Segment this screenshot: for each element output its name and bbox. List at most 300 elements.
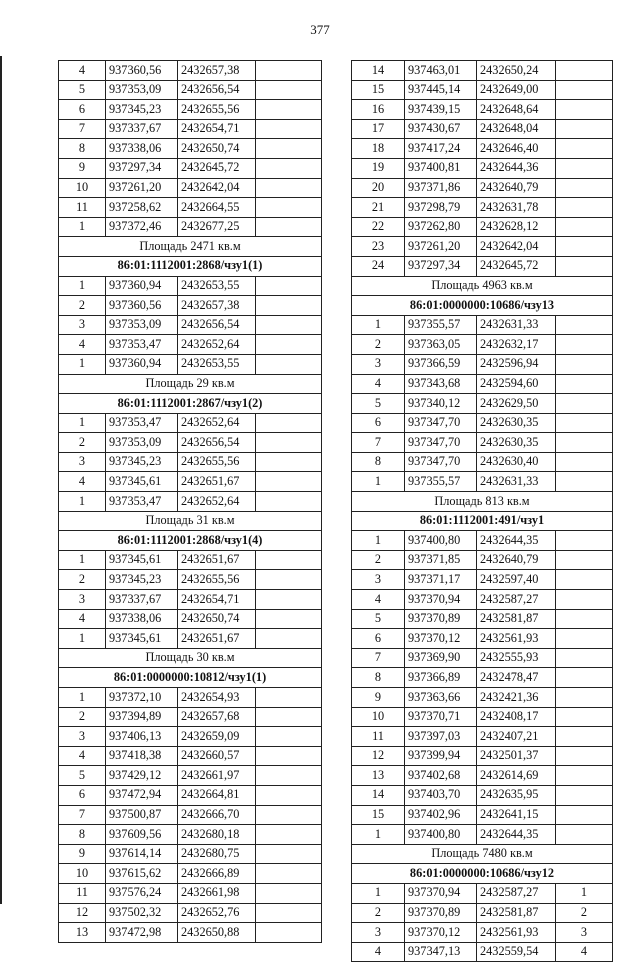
point-row xyxy=(352,609,613,629)
y-coordinate: 2432655,56 xyxy=(178,570,256,590)
y-coordinate: 2432587,27 xyxy=(477,590,556,610)
y-coordinate: 2432652,64 xyxy=(178,335,256,355)
x-coordinate: 937371,85 xyxy=(405,550,477,570)
point-number: 3 xyxy=(59,452,106,472)
extra-number xyxy=(556,452,613,472)
extra-number xyxy=(256,80,322,100)
extra-number xyxy=(256,883,322,903)
point-row xyxy=(59,609,322,629)
extra-number xyxy=(256,844,322,864)
x-coordinate: 937370,12 xyxy=(405,629,477,649)
point-number: 1 xyxy=(352,883,405,903)
x-coordinate: 937463,01 xyxy=(405,61,477,81)
x-coordinate: 937345,61 xyxy=(106,472,178,492)
point-number: 2 xyxy=(59,433,106,453)
point-number: 2 xyxy=(59,707,106,727)
point-number: 10 xyxy=(59,178,106,198)
extra-number: 3 xyxy=(556,923,613,943)
x-coordinate: 937371,17 xyxy=(405,570,477,590)
point-number: 1 xyxy=(59,217,106,237)
point-row xyxy=(59,492,322,512)
x-coordinate: 937371,86 xyxy=(405,178,477,198)
x-coordinate: 937353,09 xyxy=(106,433,178,453)
point-number: 3 xyxy=(352,923,405,943)
y-coordinate: 2432657,68 xyxy=(178,707,256,727)
point-number: 4 xyxy=(59,746,106,766)
extra-number xyxy=(256,903,322,923)
point-row xyxy=(352,805,613,825)
x-coordinate: 937418,38 xyxy=(106,746,178,766)
x-coordinate: 937402,68 xyxy=(405,766,477,786)
parcel-row xyxy=(352,296,613,316)
point-row xyxy=(59,217,322,237)
area-label: Площадь 31 кв.м xyxy=(59,511,322,531)
point-row xyxy=(59,276,322,296)
extra-number xyxy=(256,198,322,218)
extra-number: 4 xyxy=(556,942,613,962)
y-coordinate: 2432635,95 xyxy=(477,785,556,805)
point-number: 19 xyxy=(352,158,405,178)
x-coordinate: 937347,70 xyxy=(405,413,477,433)
y-coordinate: 2432664,81 xyxy=(178,785,256,805)
area-row xyxy=(59,374,322,394)
point-number: 2 xyxy=(352,550,405,570)
y-coordinate: 2432661,98 xyxy=(178,883,256,903)
point-number: 4 xyxy=(59,335,106,355)
point-number: 13 xyxy=(352,766,405,786)
parcel-id: 86:01:1112001:2868/чзу1(1) xyxy=(59,256,322,276)
point-number: 8 xyxy=(352,668,405,688)
point-number: 1 xyxy=(352,472,405,492)
point-row xyxy=(59,746,322,766)
x-coordinate: 937400,80 xyxy=(405,531,477,551)
extra-number xyxy=(556,354,613,374)
y-coordinate: 2432630,35 xyxy=(477,433,556,453)
area-label: Площадь 813 кв.м xyxy=(352,492,613,512)
point-row xyxy=(352,688,613,708)
extra-number xyxy=(556,100,613,120)
point-row xyxy=(352,433,613,453)
extra-number xyxy=(256,472,322,492)
area-row xyxy=(59,648,322,668)
point-number: 1 xyxy=(352,315,405,335)
y-coordinate: 2432407,21 xyxy=(477,727,556,747)
extra-number xyxy=(256,609,322,629)
extra-number xyxy=(256,354,322,374)
y-coordinate: 2432656,54 xyxy=(178,80,256,100)
area-label: Площадь 4963 кв.м xyxy=(352,276,613,296)
x-coordinate: 937347,70 xyxy=(405,433,477,453)
x-coordinate: 937400,81 xyxy=(405,158,477,178)
extra-number xyxy=(256,296,322,316)
x-coordinate: 937397,03 xyxy=(405,727,477,747)
x-coordinate: 937360,56 xyxy=(106,61,178,81)
x-coordinate: 937353,47 xyxy=(106,492,178,512)
x-coordinate: 937372,10 xyxy=(106,688,178,708)
x-coordinate: 937366,59 xyxy=(405,354,477,374)
y-coordinate: 2432651,67 xyxy=(178,472,256,492)
point-row xyxy=(352,531,613,551)
extra-number xyxy=(256,61,322,81)
extra-number xyxy=(556,668,613,688)
x-coordinate: 937261,20 xyxy=(106,178,178,198)
point-number: 6 xyxy=(352,413,405,433)
point-number: 11 xyxy=(59,198,106,218)
point-number: 17 xyxy=(352,119,405,139)
area-row xyxy=(352,276,613,296)
y-coordinate: 2432641,15 xyxy=(477,805,556,825)
x-coordinate: 937500,87 xyxy=(106,805,178,825)
y-coordinate: 2432661,97 xyxy=(178,766,256,786)
x-coordinate: 937363,05 xyxy=(405,335,477,355)
point-number: 4 xyxy=(352,374,405,394)
point-number: 1 xyxy=(59,354,106,374)
x-coordinate: 937615,62 xyxy=(106,864,178,884)
point-number: 3 xyxy=(59,315,106,335)
x-coordinate: 937370,89 xyxy=(405,609,477,629)
point-row xyxy=(352,923,613,943)
point-number: 6 xyxy=(352,629,405,649)
x-coordinate: 937345,61 xyxy=(106,550,178,570)
point-number: 10 xyxy=(352,707,405,727)
point-row xyxy=(59,433,322,453)
x-coordinate: 937472,94 xyxy=(106,785,178,805)
extra-number xyxy=(256,119,322,139)
extra-number xyxy=(256,707,322,727)
point-number: 18 xyxy=(352,139,405,159)
x-coordinate: 937353,47 xyxy=(106,413,178,433)
x-coordinate: 937429,12 xyxy=(106,766,178,786)
x-coordinate: 937298,79 xyxy=(405,198,477,218)
right-coordinates-table-container xyxy=(351,60,613,962)
y-coordinate: 2432648,04 xyxy=(477,119,556,139)
y-coordinate: 2432650,74 xyxy=(178,139,256,159)
point-row xyxy=(59,923,322,943)
x-coordinate: 937262,80 xyxy=(405,217,477,237)
point-number: 10 xyxy=(59,864,106,884)
point-row xyxy=(59,452,322,472)
point-number: 1 xyxy=(352,825,405,845)
extra-number xyxy=(556,217,613,237)
point-number: 3 xyxy=(59,727,106,747)
x-coordinate: 937403,70 xyxy=(405,785,477,805)
point-row xyxy=(352,550,613,570)
point-row xyxy=(352,413,613,433)
point-row xyxy=(59,61,322,81)
point-row xyxy=(352,217,613,237)
point-row xyxy=(352,472,613,492)
extra-number: 1 xyxy=(556,883,613,903)
point-number: 11 xyxy=(352,727,405,747)
point-number: 1 xyxy=(59,492,106,512)
point-row xyxy=(352,570,613,590)
point-row xyxy=(352,825,613,845)
area-label: Площадь 30 кв.м xyxy=(59,648,322,668)
extra-number xyxy=(556,590,613,610)
parcel-id: 86:01:0000000:10812/чзу1(1) xyxy=(59,668,322,688)
y-coordinate: 2432594,60 xyxy=(477,374,556,394)
point-number: 9 xyxy=(352,688,405,708)
extra-number xyxy=(256,570,322,590)
point-number: 11 xyxy=(59,883,106,903)
point-number: 3 xyxy=(59,590,106,610)
x-coordinate: 937417,24 xyxy=(405,139,477,159)
point-row xyxy=(352,61,613,81)
y-coordinate: 2432630,40 xyxy=(477,452,556,472)
area-row xyxy=(59,237,322,257)
left-coordinates-table xyxy=(58,60,322,943)
extra-number xyxy=(556,413,613,433)
x-coordinate: 937353,47 xyxy=(106,335,178,355)
extra-number xyxy=(556,472,613,492)
y-coordinate: 2432596,94 xyxy=(477,354,556,374)
x-coordinate: 937360,94 xyxy=(106,354,178,374)
point-row xyxy=(352,119,613,139)
point-row xyxy=(352,80,613,100)
extra-number xyxy=(256,766,322,786)
point-row xyxy=(352,785,613,805)
x-coordinate: 937406,13 xyxy=(106,727,178,747)
y-coordinate: 2432631,78 xyxy=(477,198,556,218)
point-row xyxy=(59,315,322,335)
point-row xyxy=(352,707,613,727)
point-number: 8 xyxy=(59,825,106,845)
y-coordinate: 2432629,50 xyxy=(477,394,556,414)
point-row xyxy=(352,237,613,257)
x-coordinate: 937502,32 xyxy=(106,903,178,923)
x-coordinate: 937297,34 xyxy=(405,256,477,276)
point-row xyxy=(59,119,322,139)
x-coordinate: 937353,09 xyxy=(106,315,178,335)
extra-number xyxy=(256,727,322,747)
point-row xyxy=(59,570,322,590)
point-number: 20 xyxy=(352,178,405,198)
parcel-id: 86:01:1112001:491/чзу1 xyxy=(352,511,613,531)
y-coordinate: 2432421,36 xyxy=(477,688,556,708)
extra-number xyxy=(256,492,322,512)
x-coordinate: 937370,89 xyxy=(405,903,477,923)
point-row xyxy=(59,472,322,492)
point-number: 4 xyxy=(59,609,106,629)
x-coordinate: 937258,62 xyxy=(106,198,178,218)
y-coordinate: 2432632,17 xyxy=(477,335,556,355)
y-coordinate: 2432628,12 xyxy=(477,217,556,237)
point-row xyxy=(59,785,322,805)
extra-number xyxy=(256,452,322,472)
parcel-row xyxy=(59,256,322,276)
extra-number xyxy=(556,433,613,453)
point-row xyxy=(352,903,613,923)
x-coordinate: 937370,12 xyxy=(405,923,477,943)
point-number: 14 xyxy=(352,785,405,805)
point-number: 1 xyxy=(59,276,106,296)
y-coordinate: 2432587,27 xyxy=(477,883,556,903)
extra-number xyxy=(256,550,322,570)
point-row xyxy=(59,707,322,727)
point-number: 15 xyxy=(352,80,405,100)
x-coordinate: 937345,23 xyxy=(106,570,178,590)
point-number: 12 xyxy=(59,903,106,923)
x-coordinate: 937347,13 xyxy=(405,942,477,962)
area-row xyxy=(352,492,613,512)
extra-number xyxy=(256,746,322,766)
point-number: 1 xyxy=(59,413,106,433)
extra-number xyxy=(556,198,613,218)
point-row xyxy=(352,374,613,394)
point-row xyxy=(59,727,322,747)
point-row xyxy=(352,727,613,747)
x-coordinate: 937360,94 xyxy=(106,276,178,296)
extra-number xyxy=(556,746,613,766)
left-coordinates-table-container xyxy=(58,60,322,943)
x-coordinate: 937402,96 xyxy=(405,805,477,825)
x-coordinate: 937609,56 xyxy=(106,825,178,845)
extra-number xyxy=(256,158,322,178)
y-coordinate: 2432652,64 xyxy=(178,492,256,512)
extra-number xyxy=(556,61,613,81)
extra-number xyxy=(556,648,613,668)
x-coordinate: 937343,68 xyxy=(405,374,477,394)
extra-number xyxy=(556,256,613,276)
point-number: 24 xyxy=(352,256,405,276)
point-row xyxy=(59,335,322,355)
point-row xyxy=(59,805,322,825)
extra-number xyxy=(256,864,322,884)
x-coordinate: 937370,94 xyxy=(405,883,477,903)
right-coordinates-table xyxy=(351,60,613,962)
scan-edge-line xyxy=(0,56,2,904)
y-coordinate: 2432644,35 xyxy=(477,825,556,845)
y-coordinate: 2432631,33 xyxy=(477,315,556,335)
x-coordinate: 937439,15 xyxy=(405,100,477,120)
point-number: 5 xyxy=(352,609,405,629)
y-coordinate: 2432644,36 xyxy=(477,158,556,178)
area-label: Площадь 2471 кв.м xyxy=(59,237,322,257)
extra-number xyxy=(256,276,322,296)
point-row xyxy=(59,100,322,120)
y-coordinate: 2432555,93 xyxy=(477,648,556,668)
x-coordinate: 937355,57 xyxy=(405,472,477,492)
parcel-id: 86:01:0000000:10686/чзу13 xyxy=(352,296,613,316)
y-coordinate: 2432581,87 xyxy=(477,609,556,629)
parcel-row xyxy=(59,531,322,551)
point-row xyxy=(352,942,613,962)
extra-number xyxy=(556,158,613,178)
y-coordinate: 2432666,70 xyxy=(178,805,256,825)
point-number: 3 xyxy=(352,354,405,374)
extra-number xyxy=(556,766,613,786)
y-coordinate: 2432581,87 xyxy=(477,903,556,923)
y-coordinate: 2432657,38 xyxy=(178,61,256,81)
point-row xyxy=(352,766,613,786)
extra-number xyxy=(256,785,322,805)
point-number: 22 xyxy=(352,217,405,237)
extra-number xyxy=(556,119,613,139)
x-coordinate: 937353,09 xyxy=(106,80,178,100)
x-coordinate: 937430,67 xyxy=(405,119,477,139)
y-coordinate: 2432559,54 xyxy=(477,942,556,962)
point-number: 7 xyxy=(59,805,106,825)
extra-number xyxy=(256,178,322,198)
extra-number xyxy=(256,100,322,120)
point-row xyxy=(59,354,322,374)
x-coordinate: 937445,14 xyxy=(405,80,477,100)
y-coordinate: 2432478,47 xyxy=(477,668,556,688)
extra-number xyxy=(256,413,322,433)
y-coordinate: 2432652,76 xyxy=(178,903,256,923)
x-coordinate: 937399,94 xyxy=(405,746,477,766)
point-number: 2 xyxy=(352,903,405,923)
extra-number xyxy=(556,374,613,394)
point-number: 4 xyxy=(59,472,106,492)
point-number: 5 xyxy=(59,80,106,100)
extra-number xyxy=(256,590,322,610)
y-coordinate: 2432597,40 xyxy=(477,570,556,590)
parcel-id: 86:01:0000000:10686/чзу12 xyxy=(352,864,613,884)
y-coordinate: 2432650,88 xyxy=(178,923,256,943)
y-coordinate: 2432680,18 xyxy=(178,825,256,845)
x-coordinate: 937366,89 xyxy=(405,668,477,688)
x-coordinate: 937261,20 xyxy=(405,237,477,257)
point-number: 7 xyxy=(352,648,405,668)
point-row xyxy=(352,648,613,668)
y-coordinate: 2432645,72 xyxy=(477,256,556,276)
y-coordinate: 2432653,55 xyxy=(178,276,256,296)
x-coordinate: 937355,57 xyxy=(405,315,477,335)
point-row xyxy=(59,864,322,884)
extra-number xyxy=(556,825,613,845)
parcel-row xyxy=(352,864,613,884)
point-row xyxy=(59,590,322,610)
point-number: 1 xyxy=(59,629,106,649)
point-number: 8 xyxy=(352,452,405,472)
page-number: 377 xyxy=(310,22,330,37)
point-number: 21 xyxy=(352,198,405,218)
x-coordinate: 937345,61 xyxy=(106,629,178,649)
point-row xyxy=(352,158,613,178)
y-coordinate: 2432651,67 xyxy=(178,550,256,570)
point-row xyxy=(59,296,322,316)
y-coordinate: 2432677,25 xyxy=(178,217,256,237)
area-row xyxy=(59,511,322,531)
y-coordinate: 2432666,89 xyxy=(178,864,256,884)
y-coordinate: 2432642,04 xyxy=(477,237,556,257)
point-number: 12 xyxy=(352,746,405,766)
point-number: 6 xyxy=(59,100,106,120)
x-coordinate: 937297,34 xyxy=(106,158,178,178)
x-coordinate: 937370,94 xyxy=(405,590,477,610)
point-row xyxy=(352,139,613,159)
area-label: Площадь 29 кв.м xyxy=(59,374,322,394)
point-row xyxy=(59,550,322,570)
point-row xyxy=(59,158,322,178)
point-number: 9 xyxy=(59,158,106,178)
y-coordinate: 2432649,00 xyxy=(477,80,556,100)
y-coordinate: 2432654,93 xyxy=(178,688,256,708)
point-row xyxy=(59,766,322,786)
point-number: 16 xyxy=(352,100,405,120)
y-coordinate: 2432653,55 xyxy=(178,354,256,374)
y-coordinate: 2432646,40 xyxy=(477,139,556,159)
extra-number xyxy=(556,550,613,570)
y-coordinate: 2432654,71 xyxy=(178,119,256,139)
y-coordinate: 2432645,72 xyxy=(178,158,256,178)
extra-number xyxy=(256,139,322,159)
y-coordinate: 2432657,38 xyxy=(178,296,256,316)
extra-number xyxy=(256,825,322,845)
point-row xyxy=(352,100,613,120)
parcel-id: 86:01:1112001:2867/чзу1(2) xyxy=(59,394,322,414)
